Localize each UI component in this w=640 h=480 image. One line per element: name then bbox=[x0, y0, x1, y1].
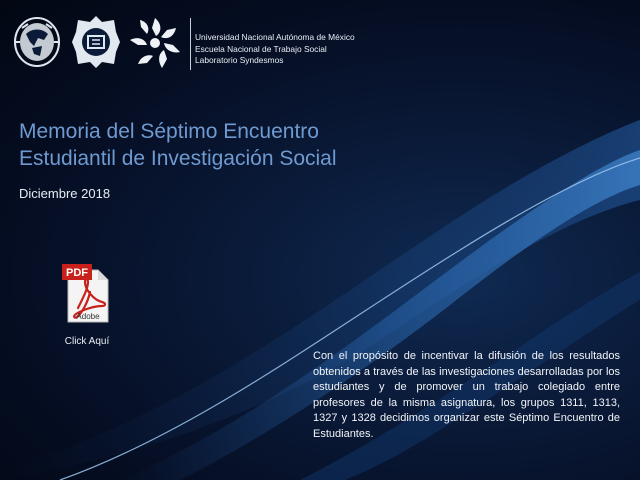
institution-divider bbox=[190, 18, 191, 70]
pdf-badge-text: PDF bbox=[66, 267, 88, 279]
pdf-brand-text: Adobe bbox=[76, 312, 100, 321]
title-line-2: Estudiantil de Investigación Social bbox=[19, 147, 337, 170]
event-date: Diciembre 2018 bbox=[19, 186, 111, 201]
unam-seal-logo bbox=[12, 16, 62, 68]
syndesmos-logo bbox=[126, 14, 184, 72]
description-paragraph: Con el propósito de incentivar la difusión de los resultados obtenidos a través de las investigaciones desarrolladas por los estudiantes y de promover un trabajo colegiado entre profesores de la misma asignatura, los grupos 1311, 1313, 1327 y 1328 decidimos organizar este Séptimo Encuentro de Estudiantes. bbox=[313, 350, 620, 440]
university-name: Universidad Nacional Autónoma de México bbox=[195, 32, 355, 42]
click-here-label[interactable]: Click Aquí bbox=[64, 336, 110, 347]
title-line-1: Memoria del Séptimo Encuentro bbox=[19, 120, 319, 143]
school-name: Escuela Nacional de Trabajo Social bbox=[195, 43, 327, 54]
pdf-icon[interactable] bbox=[62, 262, 112, 324]
institution-block bbox=[195, 32, 355, 67]
ents-seal-logo bbox=[70, 14, 122, 70]
pdf-download-link[interactable] bbox=[52, 262, 122, 354]
lab-name: Laboratorio Syndesmos bbox=[195, 55, 284, 65]
page-title bbox=[19, 118, 337, 172]
